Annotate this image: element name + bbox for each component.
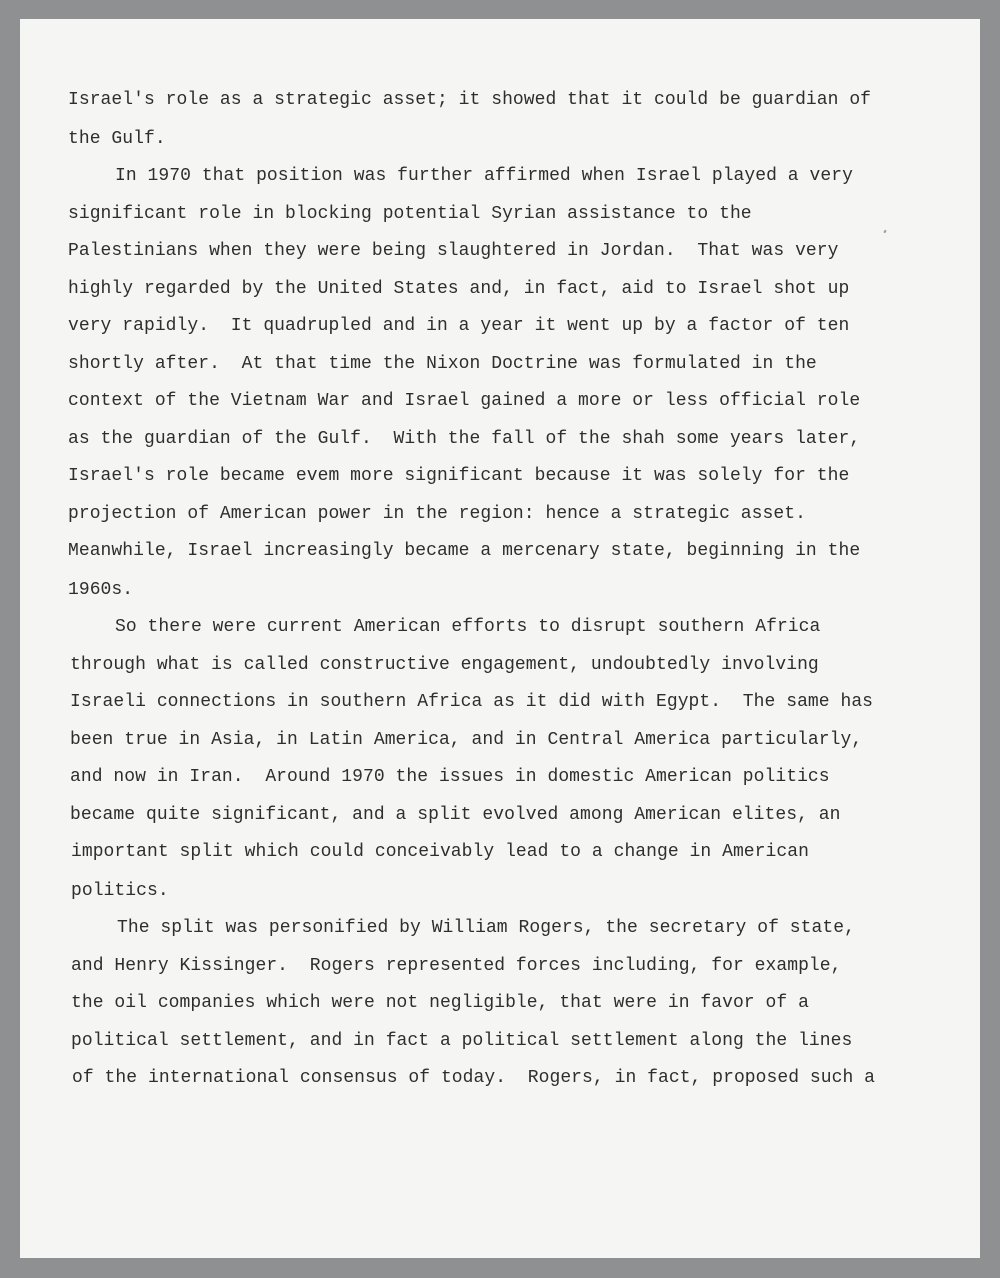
text-line: highly regarded by the United States and, in fact, aid to Israel shot up	[68, 279, 850, 299]
text-line: as the guardian of the Gulf. With the fall of the shah some years later,	[68, 429, 861, 449]
text-line: Meanwhile, Israel increasingly became a mercenary state, beginning in the	[68, 541, 861, 561]
text-line: became quite significant, and a split evolved among American elites, an	[70, 805, 841, 825]
text-line: important split which could conceivably lead to a change in American	[71, 842, 809, 862]
paper-speck	[883, 230, 886, 234]
text-line: Israel's role as a strategic asset; it showed that it could be guardian of	[68, 90, 872, 110]
text-line: been true in Asia, in Latin America, and in Central America particularly,	[70, 730, 863, 750]
text-line: politics.	[71, 881, 169, 901]
text-line: Israeli connections in southern Africa as it did with Egypt. The same has	[70, 692, 874, 712]
text-line: Palestinians when they were being slaughtered in Jordan. That was very	[68, 241, 839, 261]
text-line: In 1970 that position was further affirmed when Israel played a very	[115, 166, 853, 186]
text-line: projection of American power in the region: hence a strategic asset.	[68, 504, 806, 524]
text-line: So there were current American efforts to disrupt southern Africa	[115, 617, 821, 637]
text-line: shortly after. At that time the Nixon Doctrine was formulated in the	[68, 354, 817, 374]
text-line: Israel's role became evem more significant because it was solely for the	[68, 466, 850, 486]
text-line: the Gulf.	[68, 129, 166, 149]
text-line: of the international consensus of today. Rogers, in fact, proposed such a	[72, 1068, 876, 1088]
text-line: political settlement, and in fact a political settlement along the lines	[71, 1031, 853, 1051]
text-line: 1960s.	[68, 580, 134, 600]
text-line: and Henry Kissinger. Rogers represented forces including, for example,	[71, 956, 842, 976]
document-page	[20, 19, 980, 1258]
text-line: and now in Iran. Around 1970 the issues in domestic American politics	[70, 767, 830, 787]
text-line: very rapidly. It quadrupled and in a year it went up by a factor of ten	[68, 316, 850, 336]
text-line: through what is called constructive engagement, undoubtedly involving	[70, 655, 819, 675]
text-line: the oil companies which were not negligible, that were in favor of a	[71, 993, 809, 1013]
text-line: context of the Vietnam War and Israel gained a more or less official role	[68, 391, 861, 411]
text-line: The split was personified by William Rogers, the secretary of state,	[117, 918, 855, 938]
text-line: significant role in blocking potential Syrian assistance to the	[68, 204, 752, 224]
